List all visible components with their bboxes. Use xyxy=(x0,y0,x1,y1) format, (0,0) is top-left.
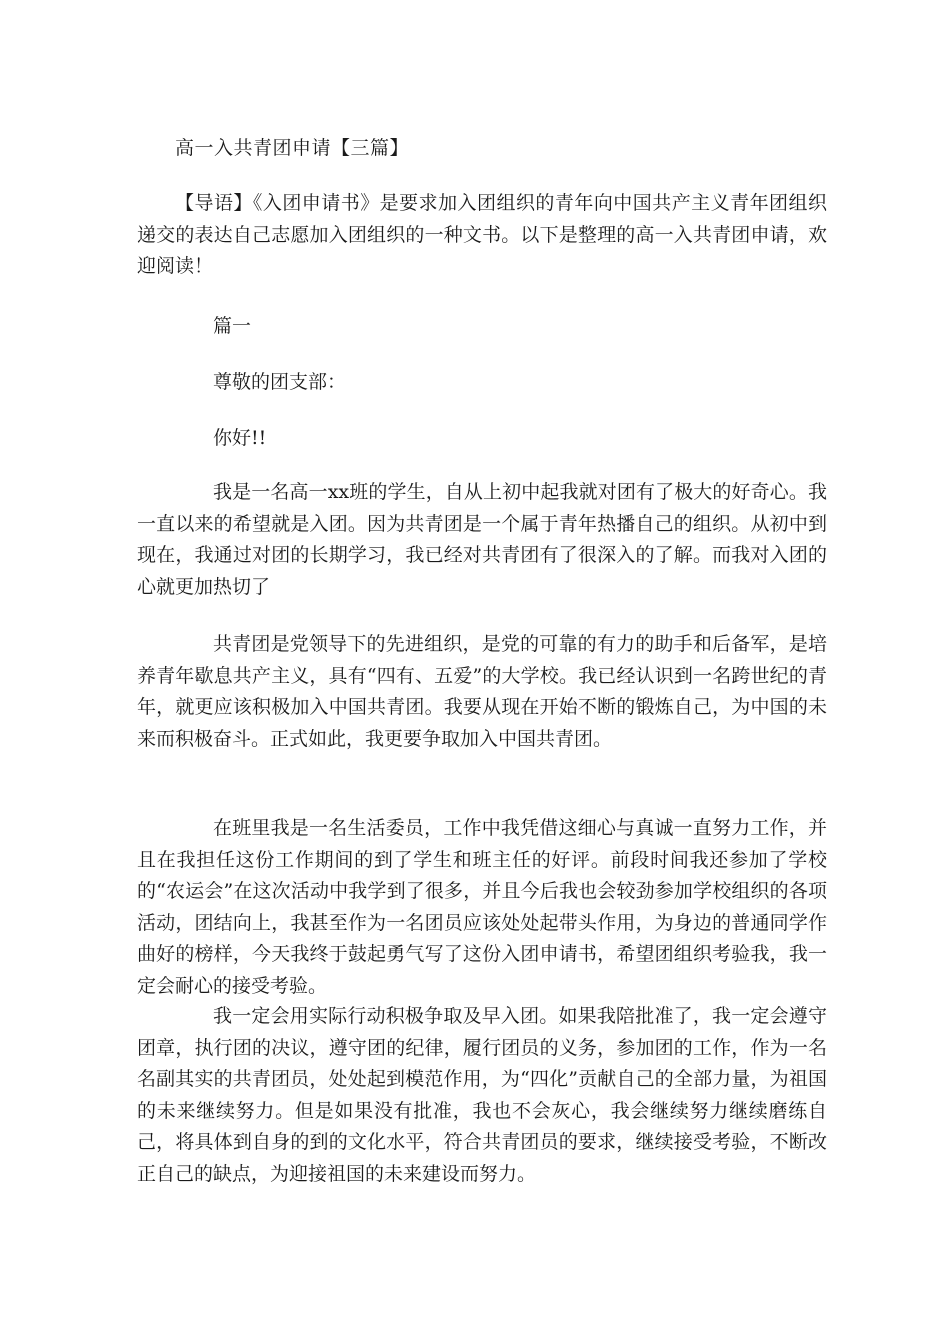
document-title: 高一入共青团申请【三篇】 xyxy=(175,137,410,159)
body-paragraph: 我一定会用实际行动积极争取及早入团。如果我陪批准了，我一定会遵守团章，执行团的决议，遵守团的纪律，履行团员的义务，参加团的工作，作为一名名副其实的共青团员，处处起到模范作用，为“四化”贡献自己的全部力量，为祖国的未来继续努力。但是如果没有批准，我也不会灰心，我会继续努力继续磨练自己，将具体到自身的到的文化水平，符合共青团员的要求，继续接受考验，不断改正自己的缺点，为迎接祖国的未来建设而努力。 xyxy=(137,1005,827,1185)
greeting: 你好!! xyxy=(213,427,267,449)
body-paragraph: 在班里我是一名生活委员，工作中我凭借这细心与真诚一直努力工作，并且在我担任这份工作期间的到了学生和班主任的好评。前段时间我还参加了学校的“农运会”在这次活动中我学到了很多，并且今后我也会较劲参加学校组织的各项活动，团结向上，我甚至作为一名团员应该处处起带头作用，为身边的普通同学作曲好的榜样，今天我终于鼓起勇气写了这份入团申请书，希望团组织考验我，我一定会耐心的接受考验。 xyxy=(137,817,827,997)
salutation: 尊敬的团支部： xyxy=(213,371,347,393)
body-paragraph: 共青团是党领导下的先进组织，是党的可靠的有力的助手和后备军，是培养青年歇息共产主义，具有“四有、五爱”的大学校。我已经认识到一名跨世纪的青年，就更应该积极加入中国共青团。我要从现在开始不断的锻炼自己，为中国的未来而积极奋斗。正式如此，我更要争取加入中国共青团。 xyxy=(137,633,827,750)
section-label: 篇一 xyxy=(213,315,252,337)
body-paragraph: 我是一名高一xx班的学生，自从上初中起我就对团有了极大的好奇心。我一直以来的希望就是入团。因为共青团是一个属于青年热播自己的组织。从初中到现在，我通过对团的长期学习，我已经对共青团有了很深入的了解。而我对入团的心就更加热切了 xyxy=(137,481,827,598)
intro-paragraph: 【导语】《入团申请书》是要求加入团组织的青年向中国共产主义青年团组织递交的表达自己志愿加入团组织的一种文书。以下是整理的高一入共青团申请，欢迎阅读！ xyxy=(137,192,827,277)
